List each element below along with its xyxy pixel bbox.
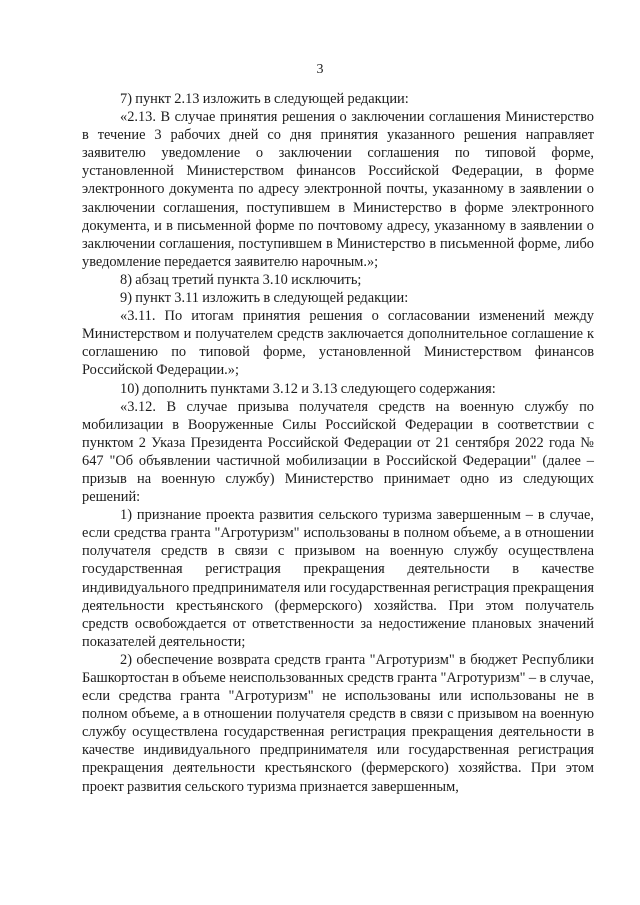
document-body	[82, 90, 594, 796]
page-number: 3	[316, 62, 324, 77]
paragraph-item-8: 8) абзац третий пункта 3.10 исключить;	[120, 271, 362, 288]
paragraph-clause-3-11: «3.11. По итогам принятия решения о согласовании изменений между Министерством и получателем средств заключается дополнительное соглашение к соглашению по типовой форме, установленной Министерством финансов Российской Федерации.»;	[82, 308, 594, 379]
paragraph-item-10: 10) дополнить пунктами 3.12 и 3.13 следующего содержания:	[120, 380, 496, 397]
paragraph-clause-3-12: «3.12. В случае призыва получателя средств на военную службу по мобилизации в Вооруженные Силы Российской Федерации в соответствии с пунктом 2 Указа Президента Российской Федерации от 21 сентября 2022 года № 647 "Об объявлении частичной мобилизации в Российской Федерации" (далее – призыв на военную службу) Министерство принимает одно из следующих решений:	[82, 398, 594, 506]
paragraph-clause-2-13: «2.13. В случае принятия решения о заключении соглашения Министерство в течение 3 рабочих дней со дня принятия указанного решения направляет заявителю уведомление о заключении соглашения по типовой форме, установленной Министерством финансов Российской Федерации, в форме электронного документа по адресу электронной почты, указанному в заявлении о заключении соглашения, поступившем в Министерство в форме электронного документа, и в письменной форме по почтовому адресу, указанному в заявлении о заключении соглашения, поступившем в Министерство в письменной форме, либо уведомление передается заявителю нарочным.»;	[82, 109, 594, 270]
paragraph-item-9: 9) пункт 3.11 изложить в следующей редакции:	[120, 290, 409, 307]
paragraph-item-7: 7) пункт 2.13 изложить в следующей редакции:	[120, 91, 409, 107]
paragraph-subitem-1: 1) признание проекта развития сельского туризма завершенным – в случае, если средства гранта "Агротуризм" использованы в полном объеме, а в отношении получателя средств в связи с призывом на военную службу осуществлена государственная регистрация прекращения деятельности в качестве индивидуального предпринимателя или государственная регистрация прекращения деятельности крестьянского (фермерского) хозяйства. При этом получатель средств освобождается от ответственности за недостижение плановых значений показателей деятельности;	[82, 507, 594, 650]
paragraph-subitem-2: 2) обеспечение возврата средств гранта "Агротуризм" в бюджет Республики Башкортостан в объеме неиспользованных средств гранта "Агротуризм" – в случае, если средства гранта "Агротуризм" не использованы или использованы не в полном объеме, а в отношении получателя средств в связи с призывом на военную службу осуществлена государственная регистрация прекращения деятельности в качестве индивидуального предпринимателя или государственная регистрация прекращения деятельности крестьянского (фермерского) хозяйства. При этом проект развития сельского туризма признается завершенным,	[82, 651, 594, 795]
